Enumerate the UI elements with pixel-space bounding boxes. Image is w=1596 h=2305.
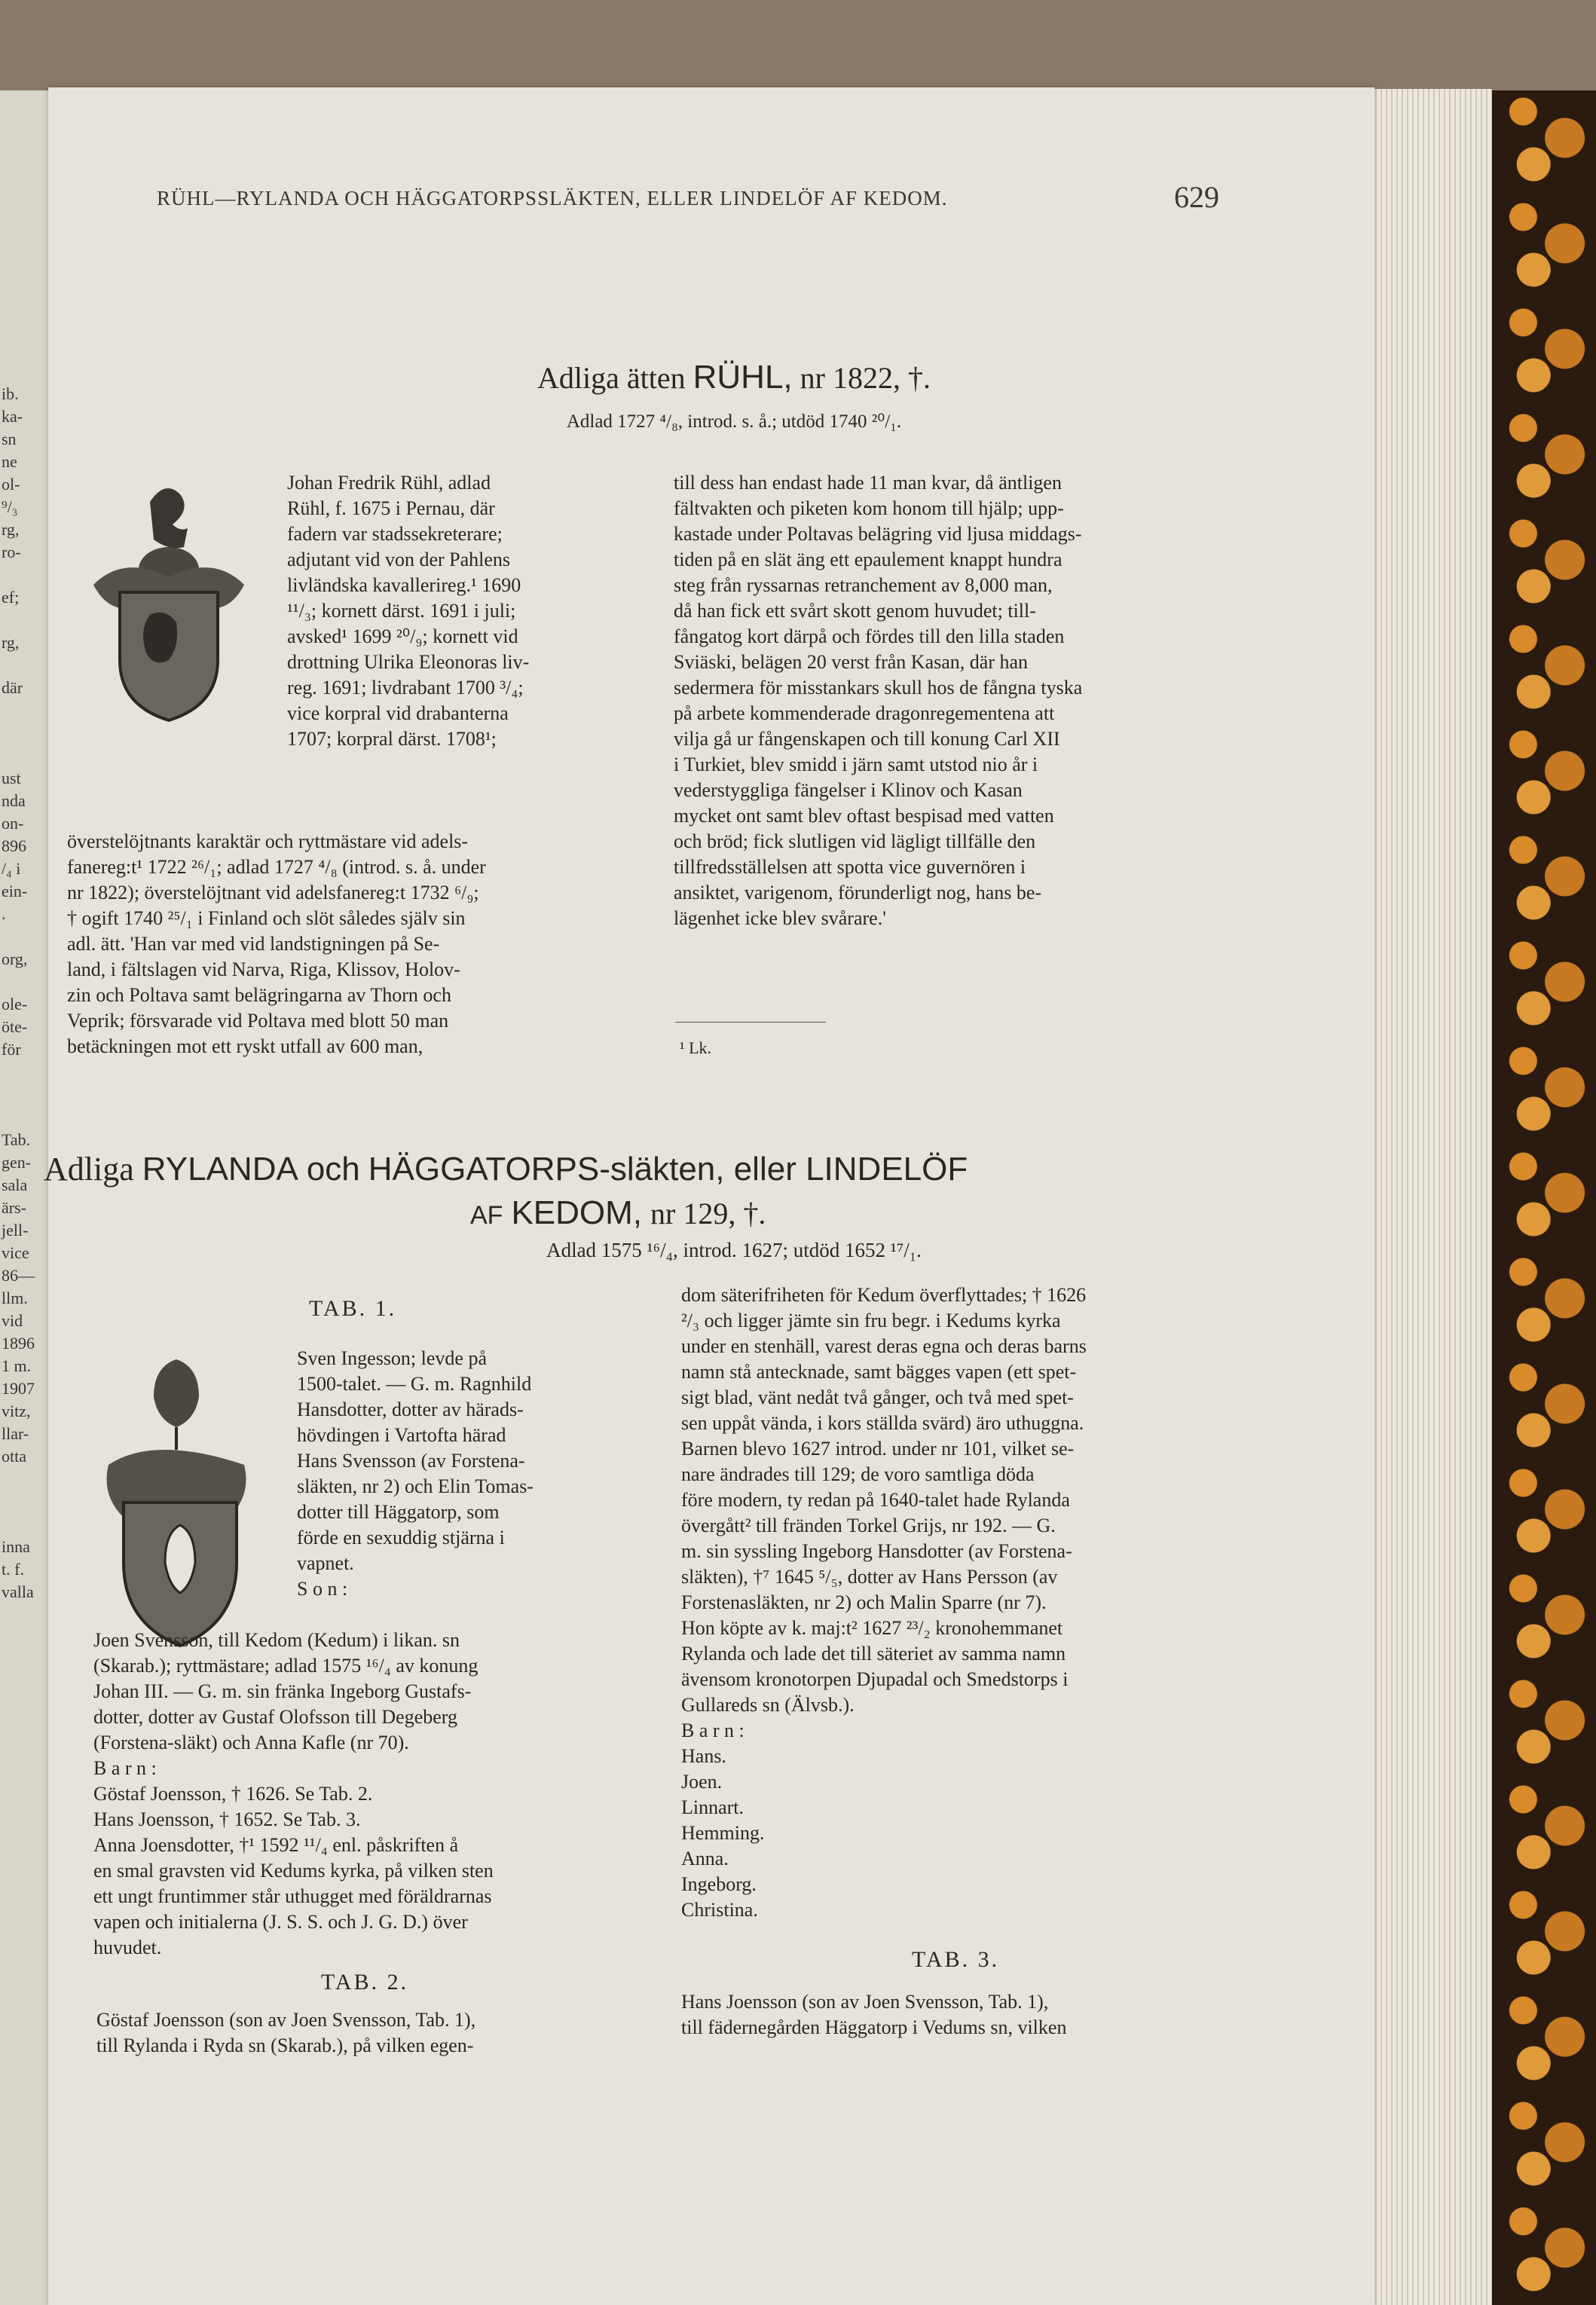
text-line: övergått² till fränden Torkel Grijs, nr 192. — G.	[681, 1515, 1056, 1536]
book-page	[44, 87, 1374, 2305]
left-page-fragment: sn	[2, 430, 17, 448]
text-line: till dess han endast hade 11 man kvar, då äntligen	[674, 472, 1062, 494]
rylanda-title-af: AF	[470, 1201, 503, 1230]
text-line: huvudet.	[93, 1937, 162, 1958]
left-page-fragment: för	[2, 1040, 21, 1059]
left-page-fragment: vitz,	[2, 1402, 31, 1420]
page-number: 629	[1174, 180, 1219, 214]
text-line: steg från ryssarnas retranchement av 8,000 man,	[674, 574, 1053, 596]
rylanda-title-pre: Adliga	[44, 1151, 134, 1188]
tab2-text	[96, 2007, 674, 2059]
text-line: fanereg:t¹ 1722 ²⁶/₁; adlad 1727 ⁴/₈ (introd. s. å. under	[67, 856, 486, 878]
left-page-fragment: inna	[2, 1537, 30, 1556]
text-line: sen uppåt vända, i kors ställda svärd) äro uthuggna.	[681, 1412, 1084, 1434]
ruhl-subtitle: Adlad 1727 ⁴/₈, introd. s. å.; utdöd 1740 ²⁰/₁.	[566, 411, 902, 432]
text-line: Gullareds sn (Älvsb.).	[681, 1694, 855, 1716]
text-line: kastade under Poltavas belägring vid ljusa middags-	[674, 523, 1082, 545]
left-page-fragment: ust	[2, 769, 21, 787]
text-line: Joen Svensson, till Kedom (Kedum) i likan. sn	[93, 1629, 460, 1651]
left-page-fragment: ole-	[2, 995, 28, 1013]
text-line: och bröd; fick slutligen vid lägligt tillfälle den	[674, 830, 1036, 852]
left-page-fragment: öte-	[2, 1017, 28, 1036]
text-line: dotter till Häggatorp, som	[297, 1501, 500, 1523]
left-page-fragment: ro-	[2, 543, 21, 561]
left-page-fragment: llar-	[2, 1424, 29, 1443]
left-page-fragment: ärs-	[2, 1198, 26, 1217]
text-line: på arbete kommenderade dragonregementena att	[674, 702, 1055, 724]
left-page-fragment: vice	[2, 1243, 29, 1262]
rylanda-title-line2	[470, 1194, 998, 1232]
text-line: Veprik; försvarade vid Poltava med blott 50 man	[67, 1010, 449, 1032]
left-page-fragment: nda	[2, 791, 26, 810]
text-line: (Skarab.); ryttmästare; adlad 1575 ¹⁶/₄ av konung	[93, 1655, 478, 1677]
text-line: vapnet.	[297, 1552, 354, 1574]
text-line: adl. ätt. 'Han var med vid landstigningen på Se-	[67, 933, 440, 955]
ruhl-title	[395, 359, 1073, 396]
text-line: Joen.	[681, 1771, 723, 1793]
text-line: sedermera för misstankars skull hos de fångna tyska	[674, 677, 1083, 699]
tab2-label: TAB. 2.	[321, 1970, 409, 1995]
ruhl-right-column	[674, 470, 1261, 931]
text-line: Hans Joensson, † 1652. Se Tab. 3.	[93, 1808, 361, 1830]
text-line: Hemming.	[681, 1822, 765, 1844]
left-page-fragment: sala	[2, 1175, 28, 1194]
text-line: zin och Poltava samt belägringarna av Thorn och	[67, 984, 451, 1006]
book-cover-right	[1492, 90, 1596, 2305]
left-page-fragment: llm.	[2, 1289, 28, 1307]
text-line: vilja gå ur fångenskapen och till konung Carl XII	[674, 728, 1060, 750]
rylanda-coat-of-arms-icon	[93, 1344, 282, 1661]
left-page-fragment: ib.	[2, 384, 19, 403]
left-page-fragment: ein-	[2, 882, 28, 900]
text-line: förde en sexuddig stjärna i	[297, 1527, 505, 1548]
left-page-fragment: 1896	[2, 1334, 35, 1353]
left-page-fragment: gen-	[2, 1153, 32, 1172]
rylanda-title-name1: RYLANDA	[142, 1151, 298, 1188]
text-line: land, i fältslagen vid Narva, Riga, Klissov, Holov-	[67, 958, 460, 980]
ruhl-coat-of-arms-icon	[78, 479, 259, 735]
text-line: fångatog kort därpå och fördes till den lilla staden	[674, 625, 1065, 647]
left-page-fragment: ef;	[2, 588, 20, 607]
page-edges	[1371, 89, 1492, 2305]
text-line: Hans.	[681, 1745, 726, 1767]
text-line: Linnart.	[681, 1796, 744, 1818]
left-page-fragment: ne	[2, 452, 17, 471]
rylanda-title-post: nr 129, †.	[650, 1197, 766, 1230]
text-line: Hon köpte av k. maj:t² 1627 ²³/₂ kronohemmanet	[681, 1617, 1063, 1639]
text-line: i Turkiet, blev smidd i järn samt utstod nio år i	[674, 754, 1038, 775]
text-line: S o n :	[297, 1578, 348, 1600]
text-line: en smal gravsten vid Kedums kyrka, på vilken sten	[93, 1860, 494, 1882]
text-line: ansiktet, varigenom, förunderligt nog, hans be-	[674, 882, 1042, 903]
text-line: mycket ont samt blev oftast bespisad med vatten	[674, 805, 1054, 827]
text-line: Barnen blevo 1627 introd. under nr 101, vilket se-	[681, 1438, 1075, 1460]
left-page-fragment: rg,	[2, 520, 20, 539]
text-line: vederstyggliga fängelser i Klinov och Kasan	[674, 779, 1023, 801]
text-line: överstelöjtnants karaktär och ryttmästare vid adels-	[67, 830, 469, 852]
text-line: fältvakten och piketen kom honom till hjälp; upp-	[674, 497, 1064, 519]
left-page-fragment: där	[2, 678, 23, 697]
left-page-fragment: t. f.	[2, 1560, 24, 1579]
ruhl-title-name: RÜHL,	[693, 359, 793, 396]
text-line: ävensom kronotorpen Djupadal och Smedstorps i	[681, 1668, 1069, 1690]
text-line: till Rylanda i Ryda sn (Skarab.), på vilken egen-	[96, 2034, 474, 2056]
text-line: livländska kavallerireg.¹ 1690	[287, 574, 521, 596]
left-page-edge	[0, 90, 55, 2305]
text-line: släkten, nr 2) och Elin Tomas-	[297, 1475, 534, 1497]
text-line: Anna.	[681, 1848, 729, 1869]
text-line: ett ungt fruntimmer står uthugget med föräldrarnas	[93, 1885, 492, 1907]
text-line: B a r n :	[681, 1720, 744, 1741]
text-line: Johan III. — G. m. sin fränka Ingeborg Gustafs-	[93, 1680, 472, 1702]
left-page-fragment: .	[2, 904, 6, 923]
left-page-fragment: rg,	[2, 633, 20, 652]
text-line: Sviäski, belägen 20 verst från Kasan, där han	[674, 651, 1029, 673]
ruhl-footnote: ¹ Lk.	[680, 1038, 712, 1057]
text-line: Göstaf Joensson, † 1626. Se Tab. 2.	[93, 1783, 373, 1805]
tab3-label: TAB. 3.	[912, 1947, 1000, 1972]
text-line: Hansdotter, dotter av härads-	[297, 1399, 524, 1420]
running-header: RÜHL—RYLANDA OCH HÄGGATORPSSLÄKTEN, ELLER LINDELÖF AF KEDOM.	[157, 187, 948, 209]
text-line: tiden på en slät äng ett epaulement knappt hundra	[674, 549, 1062, 570]
text-line: † ogift 1740 ²⁵/₁ i Finland och slöt således själv sin	[67, 907, 466, 929]
text-line: 1500-talet. — G. m. Ragnhild	[297, 1373, 532, 1395]
rylanda-right-column	[681, 1282, 1269, 1923]
text-line: namn stå antecknade, samt bägges vapen (ett spet-	[681, 1361, 1077, 1383]
text-line: Rylanda och lade det till säteriet av samma namn	[681, 1643, 1066, 1665]
text-line: avsked¹ 1699 ²⁰/₉; kornett vid	[287, 625, 518, 647]
text-line: ¹¹/₃; kornett därst. 1691 i juli;	[287, 600, 516, 622]
text-line: sigt blad, vänt nedåt två gånger, och två med spet-	[681, 1386, 1074, 1408]
tab1-label: TAB. 1.	[309, 1296, 397, 1321]
ruhl-left-column-bottom	[67, 829, 673, 1059]
footnote-rule	[675, 1022, 826, 1023]
text-line: 1707; korpral därst. 1708¹;	[287, 728, 497, 750]
text-line: nr 1822); överstelöjtnant vid adelsfanereg:t 1732 ⁶/₉;	[67, 882, 479, 903]
text-line: lägenhet icke blev svårare.'	[674, 907, 886, 929]
text-line: adjutant vid von der Pahlens	[287, 549, 511, 570]
text-line: dom säterifriheten för Kedum överflyttades; † 1626	[681, 1284, 1087, 1306]
ruhl-title-post: nr 1822, †.	[800, 361, 931, 395]
left-page-fragment: vid	[2, 1311, 23, 1330]
rylanda-title-name2: HÄGGATORPS-släkten, eller LINDELÖF	[368, 1151, 968, 1188]
ruhl-title-pre: Adliga ätten	[537, 361, 686, 395]
left-page-fragment: org,	[2, 949, 28, 968]
tab1-text-bottom	[93, 1628, 674, 1961]
text-line: vice korpral vid drabanterna	[287, 702, 509, 724]
left-page-fragment: 1907	[2, 1379, 35, 1398]
left-page-fragment: 896	[2, 836, 26, 855]
text-line: Christina.	[681, 1899, 758, 1921]
text-line: nare ändrades till 129; de voro samtliga döda	[681, 1463, 1035, 1485]
rylanda-title-kedom: KEDOM,	[511, 1194, 643, 1231]
text-line: Forstenasläkten, nr 2) och Malin Sparre (nr 7).	[681, 1591, 1047, 1613]
text-line: betäckningen mot ett ryskt utfall av 600 man,	[67, 1035, 423, 1057]
text-line: reg. 1691; livdrabant 1700 ³/₄;	[287, 677, 524, 699]
ruhl-left-column-top	[287, 470, 673, 752]
text-line: Johan Fredrik Rühl, adlad	[287, 472, 491, 494]
left-page-fragment: 86—	[2, 1266, 35, 1285]
text-line: (Forstena-släkt) och Anna Kafle (nr 70).	[93, 1732, 409, 1753]
text-line: m. sin syssling Ingeborg Hansdotter (av Forstena-	[681, 1540, 1072, 1562]
rylanda-subtitle: Adlad 1575 ¹⁶/₄, introd. 1627; utdöd 1652 ¹⁷/₁.	[546, 1239, 922, 1261]
text-line: Göstaf Joensson (son av Joen Svensson, Tab. 1),	[96, 2009, 476, 2031]
text-line: före modern, ty redan på 1640-talet hade Rylanda	[681, 1489, 1070, 1511]
left-page-fragment: ka-	[2, 407, 23, 426]
text-line: Rühl, f. 1675 i Pernau, där	[287, 497, 495, 519]
left-page-fragment: otta	[2, 1447, 26, 1466]
text-line: släkten), †⁷ 1645 ⁵/₅, dotter av Hans Persson (av	[681, 1566, 1058, 1588]
text-line: tillfredsställelsen att spotta vice guvernören i	[674, 856, 1026, 878]
text-line: till fädernegården Häggatorp i Vedums sn, vilken	[681, 2016, 1067, 2038]
left-page-fragment: 1 m.	[2, 1356, 32, 1375]
left-page-fragment: Tab.	[2, 1130, 31, 1149]
left-page-fragment: jell-	[2, 1221, 29, 1240]
text-line: Sven Ingesson; levde på	[297, 1347, 488, 1369]
rylanda-title-line1	[44, 1150, 1295, 1188]
text-line: Ingeborg.	[681, 1873, 757, 1895]
rylanda-title-mid: och	[306, 1151, 360, 1188]
tab1-text-top	[297, 1346, 674, 1602]
left-page-fragment: ol-	[2, 475, 20, 494]
text-line: dotter, dotter av Gustaf Olofsson till Degeberg	[93, 1706, 457, 1728]
tab3-text	[681, 1989, 1269, 2041]
text-line: hövdingen i Vartofta härad	[297, 1424, 506, 1446]
text-line: Hans Svensson (av Forstena-	[297, 1450, 525, 1472]
text-line: då han fick ett svårt skott genom huvudet; till-	[674, 600, 1036, 622]
text-line: Anna Joensdotter, †¹ 1592 ¹¹/₄ enl. påskriften å	[93, 1834, 459, 1856]
left-page-fragment: valla	[2, 1582, 34, 1601]
left-page-fragment: on-	[2, 814, 24, 833]
text-line: drottning Ulrika Eleonoras liv-	[287, 651, 530, 673]
left-page-fragment: /₄ i	[2, 859, 21, 878]
text-line: vapen och initialerna (J. S. S. och J. G. D.) över	[93, 1911, 468, 1933]
text-line: B a r n :	[93, 1757, 157, 1779]
text-line: ²/₃ och ligger jämte sin fru begr. i Kedums kyrka	[681, 1310, 1061, 1331]
text-line: fadern var stadssekreterare;	[287, 523, 503, 545]
text-line: Hans Joensson (son av Joen Svensson, Tab. 1),	[681, 1991, 1049, 2013]
text-line: under en stenhäll, varest deras egna och deras barns	[681, 1335, 1087, 1357]
left-page-fragment: ⁹/₃	[2, 497, 18, 516]
